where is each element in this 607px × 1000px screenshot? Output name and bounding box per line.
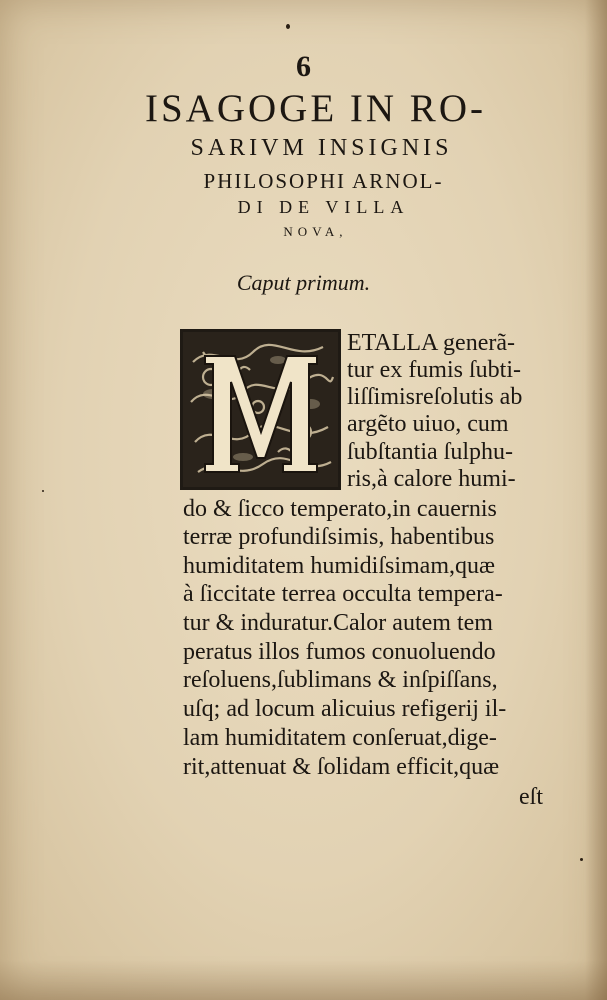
text-line: tur ex fumis ſubti-: [347, 357, 521, 383]
title-line-4: DI DE VILLA: [237, 197, 410, 217]
text-line: uſq; ad locum alicuius refigerij il-: [183, 696, 507, 722]
title-line-3: PHILOSOPHI ARNOL-: [203, 169, 444, 193]
text-line: ETALLA generã-: [347, 330, 515, 356]
text-line: rit,attenuat & ſolidam efficit,quæ: [183, 754, 500, 780]
text-line: ris,à calore humi-: [347, 466, 516, 492]
floral-ornament-icon: [183, 332, 338, 487]
page-number: 6: [296, 50, 311, 83]
text-line: reſoluens,ſublimans & inſpiſſans,: [183, 667, 498, 693]
ink-speck: [580, 858, 583, 861]
text-line: peratus illos fumos conuoluendo: [183, 639, 496, 665]
text-line: argẽto uiuo, cum: [347, 411, 509, 437]
title-line-2: SARIVM INSIGNIS: [190, 135, 453, 161]
ink-speck: [286, 24, 290, 29]
text-line: lam humiditatem conſeruat,dige-: [183, 725, 497, 751]
decorated-initial: [180, 329, 341, 490]
catchword: eſt: [519, 784, 543, 810]
text-line: humiditatem humidiſsimam,quæ: [183, 553, 495, 579]
text-line: à ſiccitate terrea occulta tempera-: [183, 581, 503, 607]
page-shadow-bottom: [0, 960, 607, 1000]
chapter-heading: Caput primum.: [236, 270, 371, 295]
title-line-5: NOVA,: [283, 224, 348, 239]
title-line-1: ISAGOGE IN RO-: [145, 87, 486, 130]
ink-speck: [42, 490, 44, 492]
text-line: tur & induratur.Calor autem tem: [183, 610, 493, 636]
text-line: liſſimisreſolutis ab: [347, 384, 523, 410]
text-line: terræ profundiſsimis, habentibus: [183, 524, 495, 550]
text-line: do & ſicco temperato,in cauernis: [183, 496, 497, 522]
text-line: ſubſtantia ſulphu-: [347, 439, 513, 465]
